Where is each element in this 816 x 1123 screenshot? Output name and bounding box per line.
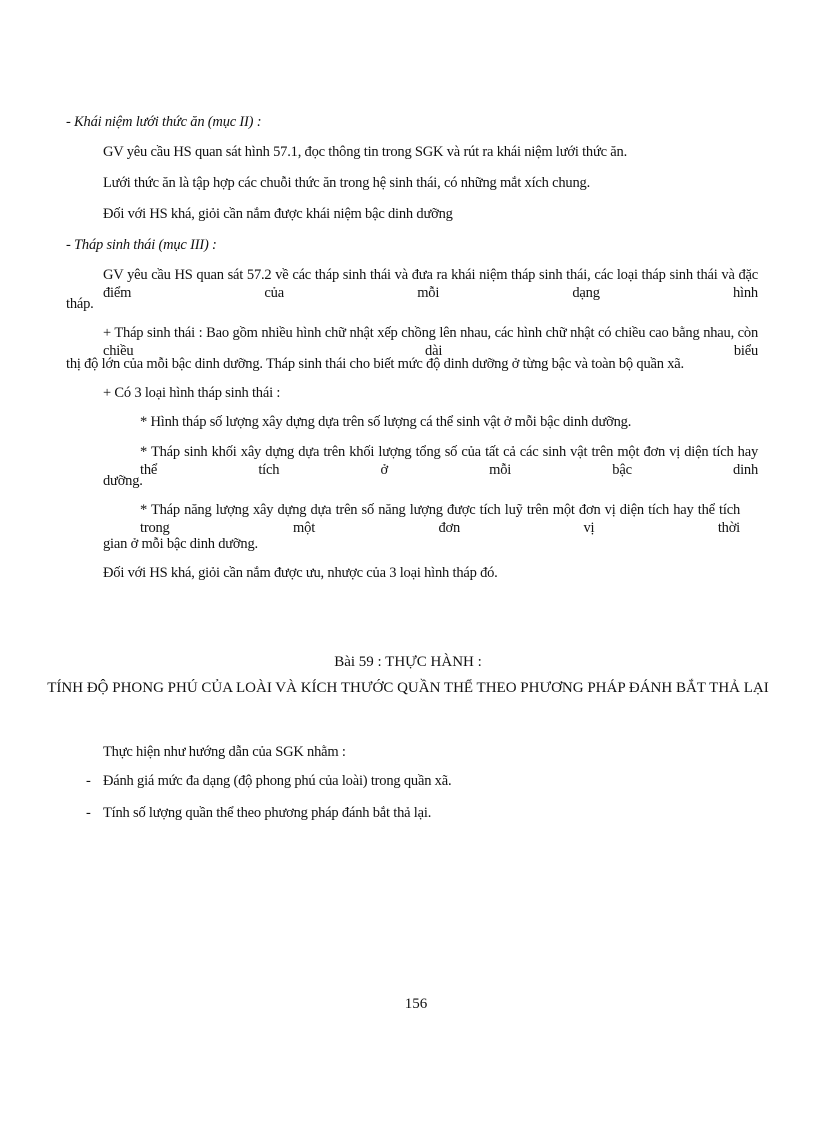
- list-dash: -: [86, 773, 91, 789]
- page-number: 156: [404, 996, 428, 1012]
- bullet-continuation: gian ở mỗi bậc dinh dưỡng.: [103, 536, 258, 552]
- paragraph-continuation: tháp.: [66, 296, 94, 312]
- section-heading-pyramid: - Tháp sinh thái (mục III) :: [66, 237, 217, 253]
- paragraph: + Có 3 loại hình tháp sinh thái :: [103, 385, 281, 401]
- list-item: Tính số lượng quần thể theo phương pháp đánh bắt thả lại.: [103, 805, 432, 821]
- section-heading-food-web: - Khái niệm lưới thức ăn (mục II) :: [66, 114, 262, 130]
- bullet-item: * Tháp sinh khối xây dựng dựa trên khối lượng tổng số của tất cả các sinh vật trên một đơn vị diện tích hay thể tích ở mỗi bậc dinh: [140, 444, 758, 478]
- bullet-continuation: dưỡng.: [103, 473, 143, 489]
- lesson-subtitle: TÍNH ĐỘ PHONG PHÚ CỦA LOÀI VÀ KÍCH THƯỚC QUẦN THỂ THEO PHƯƠNG PHÁP ĐÁNH BẮT THẢ LẠI: [47, 680, 769, 696]
- paragraph: Đối với HS khá, giỏi cần nắm được ưu, nhược của 3 loại hình tháp đó.: [103, 565, 498, 581]
- paragraph: Đối với HS khá, giỏi cần nắm được khái niệm bậc dinh dưỡng: [103, 206, 453, 222]
- paragraph: Lưới thức ăn là tập hợp các chuỗi thức ăn trong hệ sinh thái, có những mắt xích chung.: [103, 175, 590, 191]
- paragraph-continuation: thị độ lớn của mỗi bậc dinh dưỡng. Tháp sinh thái cho biết mức độ dinh dưỡng ở từng bậc và toàn bộ quần xã.: [66, 356, 684, 372]
- bullet-item: * Tháp năng lượng xây dựng dựa trên số năng lượng được tích luỹ trên một đơn vị diện tích hay thể tích trong một đơn vị thời: [140, 502, 740, 536]
- bullet-item: * Hình tháp số lượng xây dựng dựa trên số lượng cá thể sinh vật ở mỗi bậc dinh dưỡng.: [140, 414, 632, 430]
- paragraph: GV yêu cầu HS quan sát hình 57.1, đọc thông tin trong SGK và rút ra khái niệm lưới thức ăn.: [103, 144, 628, 160]
- lesson-title: Bài 59 : THỰC HÀNH :: [334, 654, 482, 670]
- paragraph: Thực hiện như hướng dẫn của SGK nhằm :: [103, 744, 346, 760]
- paragraph: + Tháp sinh thái : Bao gồm nhiều hình chữ nhật xếp chồng lên nhau, các hình chữ nhật có chiều cao bằng nhau, còn chiều dài biểu: [103, 325, 758, 359]
- paragraph: GV yêu cầu HS quan sát 57.2 về các tháp sinh thái và đưa ra khái niệm tháp sinh thái, các loại tháp sinh thái và đặc điểm của mỗi dạng hình: [103, 267, 758, 301]
- list-dash: -: [86, 805, 91, 821]
- list-item: Đánh giá mức đa dạng (độ phong phú của loài) trong quần xã.: [103, 773, 452, 789]
